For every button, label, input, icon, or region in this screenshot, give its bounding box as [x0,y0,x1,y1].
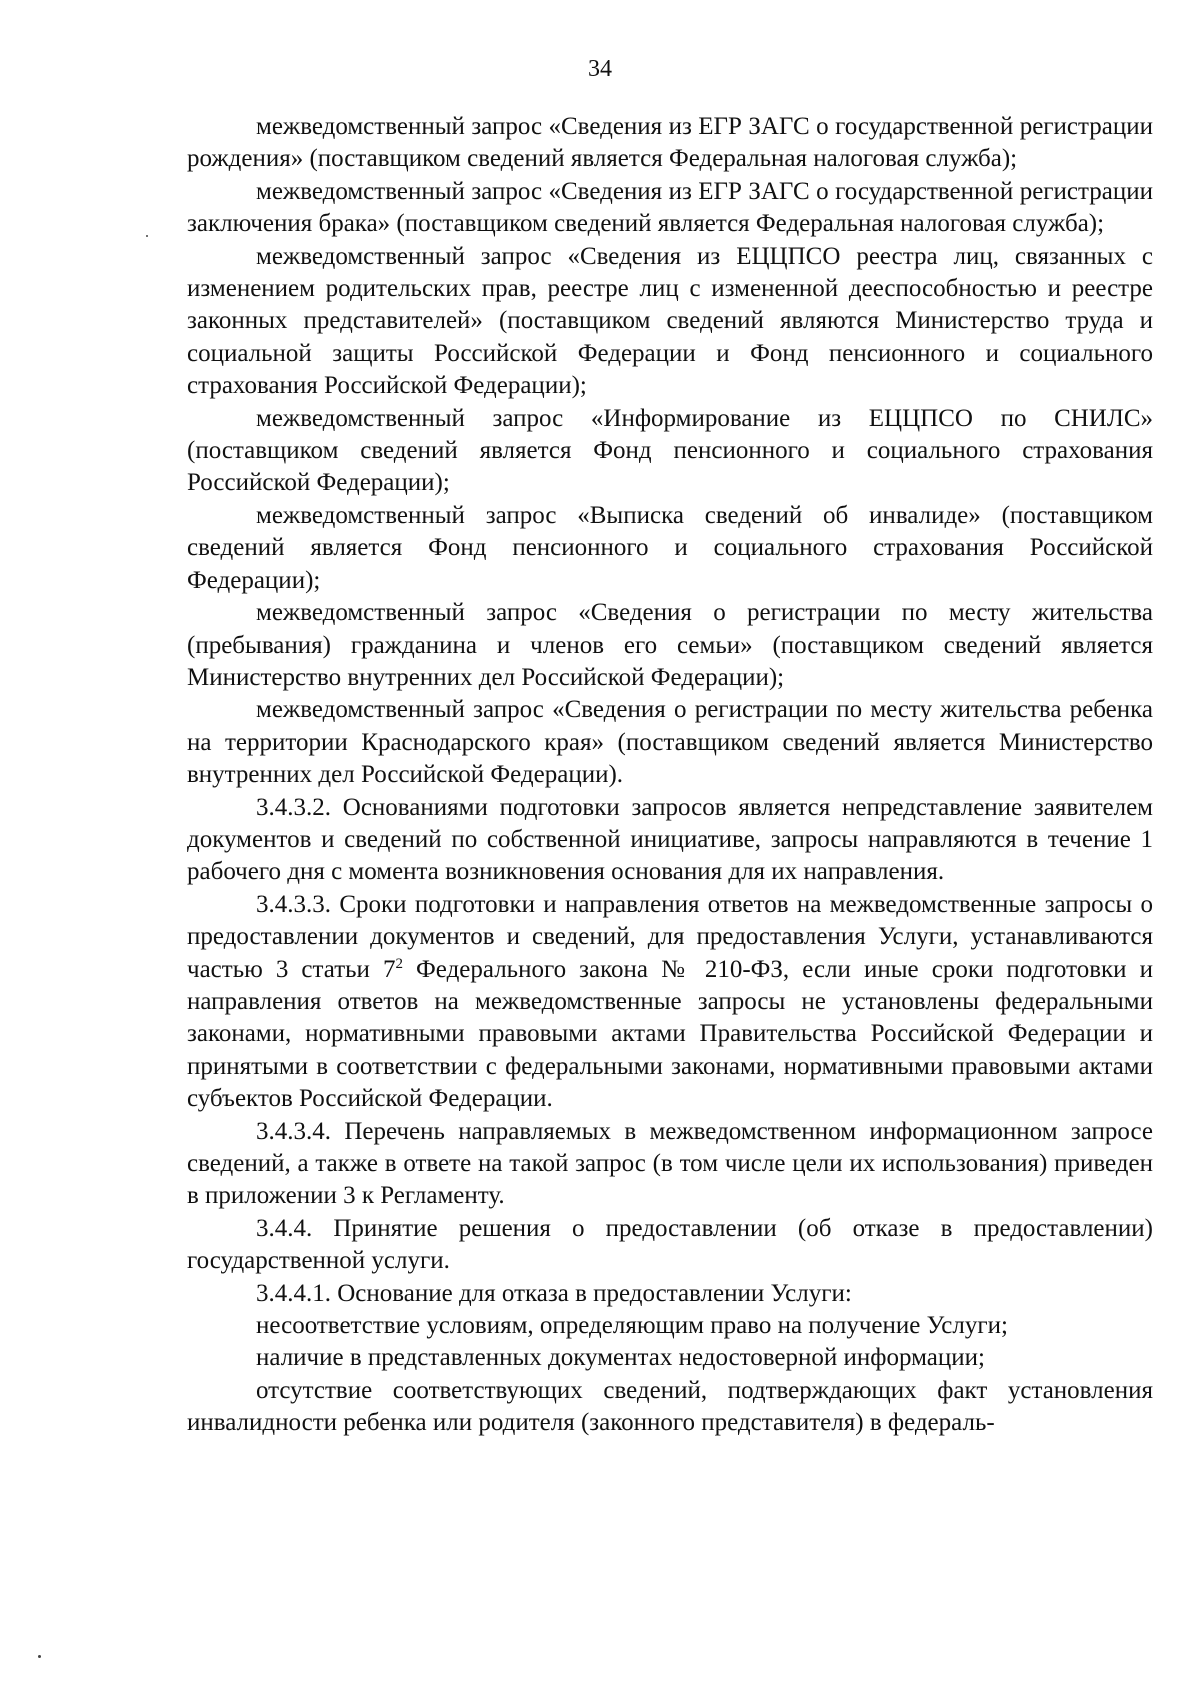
paragraph-egr-zags-birth: межведомственный запрос «Сведения из ЕГР ЗАГС о государственной регистрации рождения» (поставщиком сведений является Федеральная налоговая служба); [187,113,1153,173]
paragraph-3-4-4-1: 3.4.4.1. Основание для отказа в предоставлении Услуги: [256,1279,852,1307]
paragraph-ecppso-registry: межведомственный запрос «Сведения из ЕЦЦПСО реестра лиц, связанных с изменением родительских прав, реестре лиц с измененной дееспособностью и реестре законных представителей» (поставщиком сведений являются Министерство труда и социальной защиты Российской Федерации и Фонд пенсионного и социального страхования Российской Федерации); [187,242,1153,400]
paragraph-3-4-4: 3.4.4. Принятие решения о предоставлении (об отказе в предоставлении) государственной услуги. [187,1214,1153,1275]
paragraph-3-4-3-2: 3.4.3.2. Основаниями подготовки запросов является непредставление заявителем документов и сведений по собственной инициативе, запросы направляются в течение 1 рабочего дня с момента возникновения основания для их направления. [187,793,1153,886]
refusal-reason-false-info: наличие в представленных документах недостоверной информации; [256,1344,985,1372]
refusal-reason-no-disability-data: отсутствие соответствующих сведений, подтверждающих факт установления инвалидности ребенка или родителя (законного представителя) в федераль- [187,1376,1153,1437]
scan-speck [38,1655,41,1658]
document-body [187,111,1153,1440]
paragraph-3-4-3-4: 3.4.3.4. Перечень направляемых в межведомственном информационном запросе сведений, а также в ответе на такой запрос (в том числе цели их использования) приведен в приложении 3 к Регламенту. [187,1117,1153,1210]
paragraph-registration-child: межведомственный запрос «Сведения о регистрации по месту жительства ребенка на территории Краснодарского края» (поставщиком сведений является Министерство внутренних дел Российской Федерации). [187,696,1153,789]
paragraph-ecppso-snils: межведомственный запрос «Информирование из ЕЦЦПСО по СНИЛС» (поставщиком сведений является Фонд пенсионного и социального страхования Российской Федерации); [187,404,1153,497]
refusal-reason-conditions: несоответствие условиям, определяющим право на получение Услуги; [256,1312,1008,1340]
paragraph-egr-zags-marriage: межведомственный запрос «Сведения из ЕГР ЗАГС о государственной регистрации заключения брака» (поставщиком сведений является Федеральная налоговая служба); [187,177,1153,238]
paragraph-3-4-3-3 [187,889,1153,1116]
paragraph-3-4-3-3-text-end: Федерального закона № 210-ФЗ, если иные сроки подготовки и направления ответов на межведомственные запросы не установлены федеральными законами, нормативными правовыми актами Правительства Российской Федерации и принятыми в соответствии с федеральными законами, нормативными правовыми актами субъектов Российской Федерации. [187,955,1153,1113]
scan-speck [146,235,148,237]
paragraph-3-4-3-3-text-start: 3.4.3.3. Сроки подготовки и направления ответов на межведомственные запросы о предоставлении документов и сведений, для предоставления Услуги, устанавливаются частью 3 статьи 7 [187,890,1153,983]
paragraph-registration-family: межведомственный запрос «Сведения о регистрации по месту жительства (пребывания) гражданина и членов его семьи» (поставщиком сведений является Министерство внутренних дел Российской Федерации); [187,599,1153,691]
article-superscript: 2 [395,955,403,972]
page-number: 34 [588,56,612,82]
paragraph-disabled-extract: межведомственный запрос «Выписка сведений об инвалиде» (поставщиком сведений является Фонд пенсионного и социального страхования Российской Федерации); [187,501,1153,594]
